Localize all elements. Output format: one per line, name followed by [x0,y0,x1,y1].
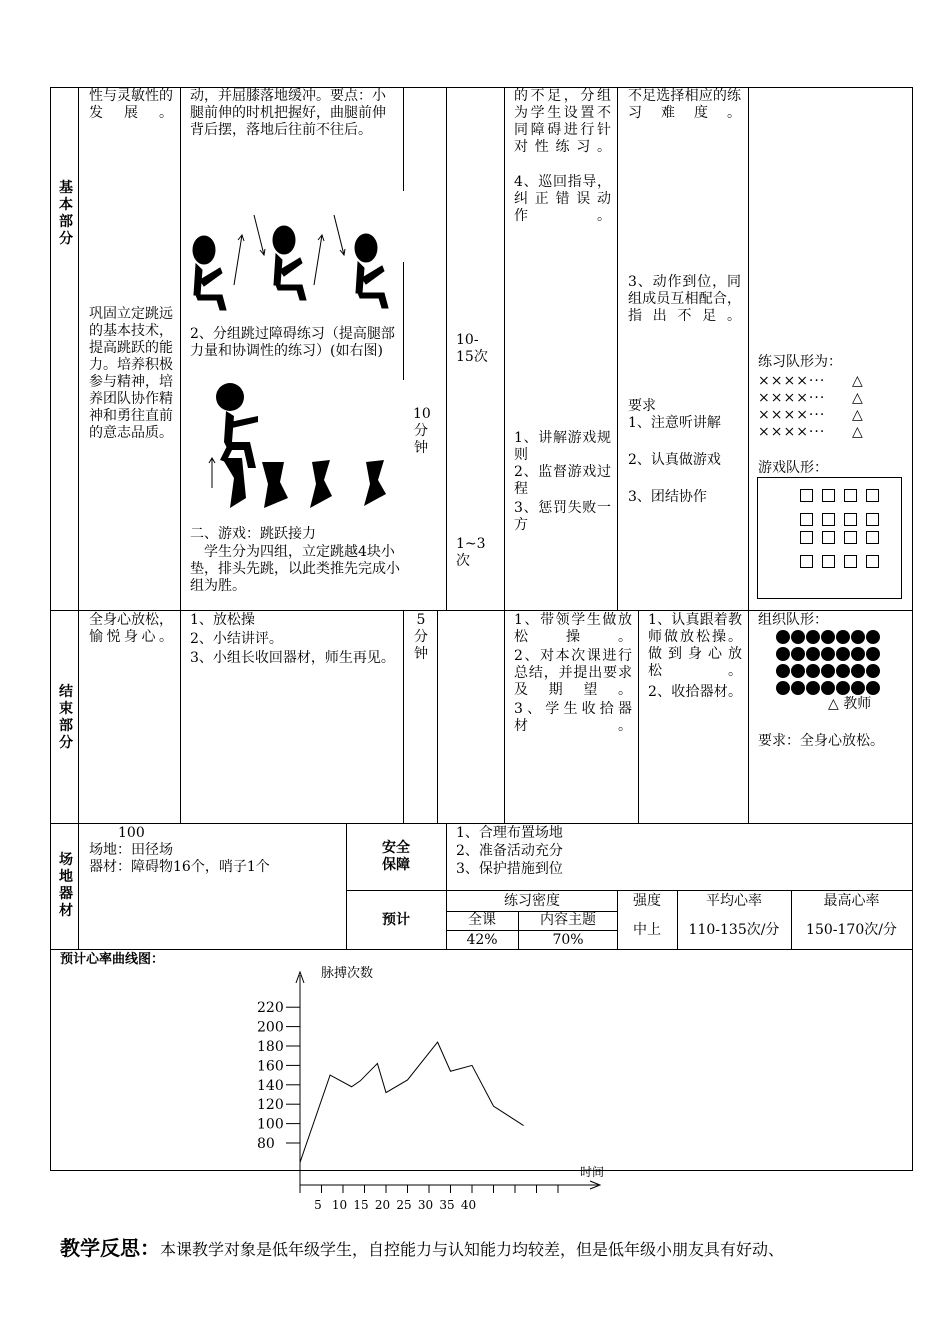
teacher-game-2: 2、监督游戏过程 [514,464,611,497]
chart-title: 预计心率曲线图： [60,952,165,967]
triangle-icon: △ [852,373,863,389]
section-label-end: 结 束 部 分 [59,684,73,751]
content-top-text: 动，并屈膝落地缓冲。要点：小腿前伸的时机把握好，曲腿前伸背后摆，落地后往前不往后。 [190,88,386,138]
end-content-2: 2、小结讲评。 [190,631,283,647]
end-org-req: 要求：全身心放松。 [758,733,884,749]
density-main-value: 70% [552,932,584,948]
x-tick-label: 10 [331,1198,348,1212]
end-teacher-2: 2、对本次课进行总结，并提出要求及期望。 [514,648,632,698]
x-tick-label: 5 [314,1198,322,1212]
intensity-header: 强度 [633,893,661,909]
basic-count-1-text: 10-15次 [456,332,488,365]
reflection-text: 本课教学对象是低年级学生，自控能力与认知能力均较差，但是低年级小朋友具有好动、 [160,1240,785,1259]
avg-hr-value: 110-135次/分 [688,922,780,938]
venue-equipment: 器材：障碍物16个，哨子1个 [89,859,270,875]
venue-site: 场地：田径场 [89,842,173,858]
chart-axes [296,972,600,1189]
safety-item-2: 2、准备活动充分 [456,843,563,859]
intensity-value: 中上 [633,922,661,938]
triangle-icon: △ [852,424,863,440]
end-teacher-mark: △ 教师 [828,696,872,712]
heart-rate-line [300,1042,524,1162]
content-2-text: 2、分组跳过障碍练习（提高腿部力量和协调性的练习）(如右图) [190,326,395,359]
formation-row: ××××··· [758,373,826,389]
y-tick-label: 100 [257,1116,284,1133]
avg-hr-header: 平均心率 [706,893,762,909]
goal-main-text: 巩固立定跳远的基本技术，提高跳跃的能力。培养积极参与精神，培养团队协作精神和勇往直前的意志品质。 [89,306,173,441]
teacher-game-1: 1、讲解游戏规则 [514,430,611,463]
end-content-1: 1、放松操 [190,612,255,628]
x-tick-label: 15 [353,1198,369,1212]
safety-label: 安全保障 [382,840,410,873]
end-teacher-1: 1、带领学生做放松操。 [514,612,632,645]
y-tick-label: 140 [257,1077,284,1094]
chart-ticks [257,1000,558,1212]
density-header: 练习密度 [504,893,560,909]
student-req-1: 1、注意听讲解 [628,415,721,431]
formation-row: ××××··· [758,407,826,423]
reflection-label: 教学反思： [60,1236,160,1260]
density-whole: 全课 [468,912,496,928]
y-tick-label: 220 [257,1000,284,1017]
density-main: 内容主题 [540,912,596,928]
game-title-text: 二、游戏：跳跃接力 [190,526,316,542]
safety-item-3: 3、保护措施到位 [456,861,563,877]
formation-row: ××××··· [758,390,826,406]
end-goal-text: 全身心放松，愉悦身心。 [89,612,173,645]
max-hr-value: 150-170次/分 [806,922,897,938]
end-time-text: 5分钟 [414,612,428,662]
basic-time-text: 10分钟 [413,406,431,456]
basic-count-2-text: 1~3次 [456,536,486,569]
end-teacher-3: 3、学生收拾器材。 [514,701,632,734]
reflection-paragraph [60,1232,940,1261]
max-hr-header: 最高心率 [823,893,880,909]
formation-row: ××××··· [758,424,826,440]
x-tick-label: 25 [396,1198,412,1212]
chart-xlabel: 时间 [580,1165,605,1179]
end-student-1: 1、认真跟着教师做放松操。做到身心放松。 [648,612,742,679]
org-practice-label: 练习队形为： [758,354,842,370]
game-desc-text: 学生分为四组，立定跳越4块小垫，排头先跳，以此类推先完成小组为胜。 [190,544,400,594]
student-req-3: 3、团结协作 [628,489,707,505]
student-top-text: 不足选择相应的练习难度。 [628,88,741,121]
section-label-venue: 场 地 器 材 [59,852,73,919]
safety-item-1: 1、合理布置场地 [456,825,563,841]
triangle-icon: △ [852,390,863,406]
end-org-label: 组织队形： [758,612,828,628]
x-tick-label: 35 [439,1198,455,1212]
y-tick-label: 80 [257,1136,275,1152]
teacher-game-3: 3、惩罚失败一方 [514,500,611,533]
teacher-4-text: 4、巡回指导，纠正错误动作。 [514,174,611,224]
end-content-3: 3、小组长收回器材，师生再见。 [190,650,395,666]
y-tick-label: 160 [257,1058,284,1075]
goal-top-text: 性与灵敏性的发展。 [89,88,173,121]
chart-ylabel: 脉搏次数 [321,966,374,981]
y-tick-label: 200 [257,1019,284,1036]
student-req-title: 要求 [628,398,656,414]
end-student-2: 2、收拾器材。 [648,684,742,700]
y-tick-label: 180 [257,1039,284,1055]
teacher-top-text: 的不足，分组为学生设置不同障碍进行针对性练习。 [514,88,611,155]
student-req-2: 2、认真做游戏 [628,452,721,468]
x-tick-label: 40 [460,1198,477,1212]
section-label-basic: 基 本 部 分 [59,180,73,247]
x-tick-label: 20 [374,1198,391,1212]
org-game-label: 游戏队形： [758,460,828,476]
venue-number: 100 [118,825,145,841]
estimate-label: 预计 [382,912,410,928]
x-tick-label: 30 [417,1198,434,1212]
student-3-text: 3、动作到位，同组成员互相配合，指出不足。 [628,274,741,324]
triangle-icon: △ [852,407,863,423]
density-whole-value: 42% [466,932,498,948]
y-tick-label: 120 [257,1097,284,1114]
